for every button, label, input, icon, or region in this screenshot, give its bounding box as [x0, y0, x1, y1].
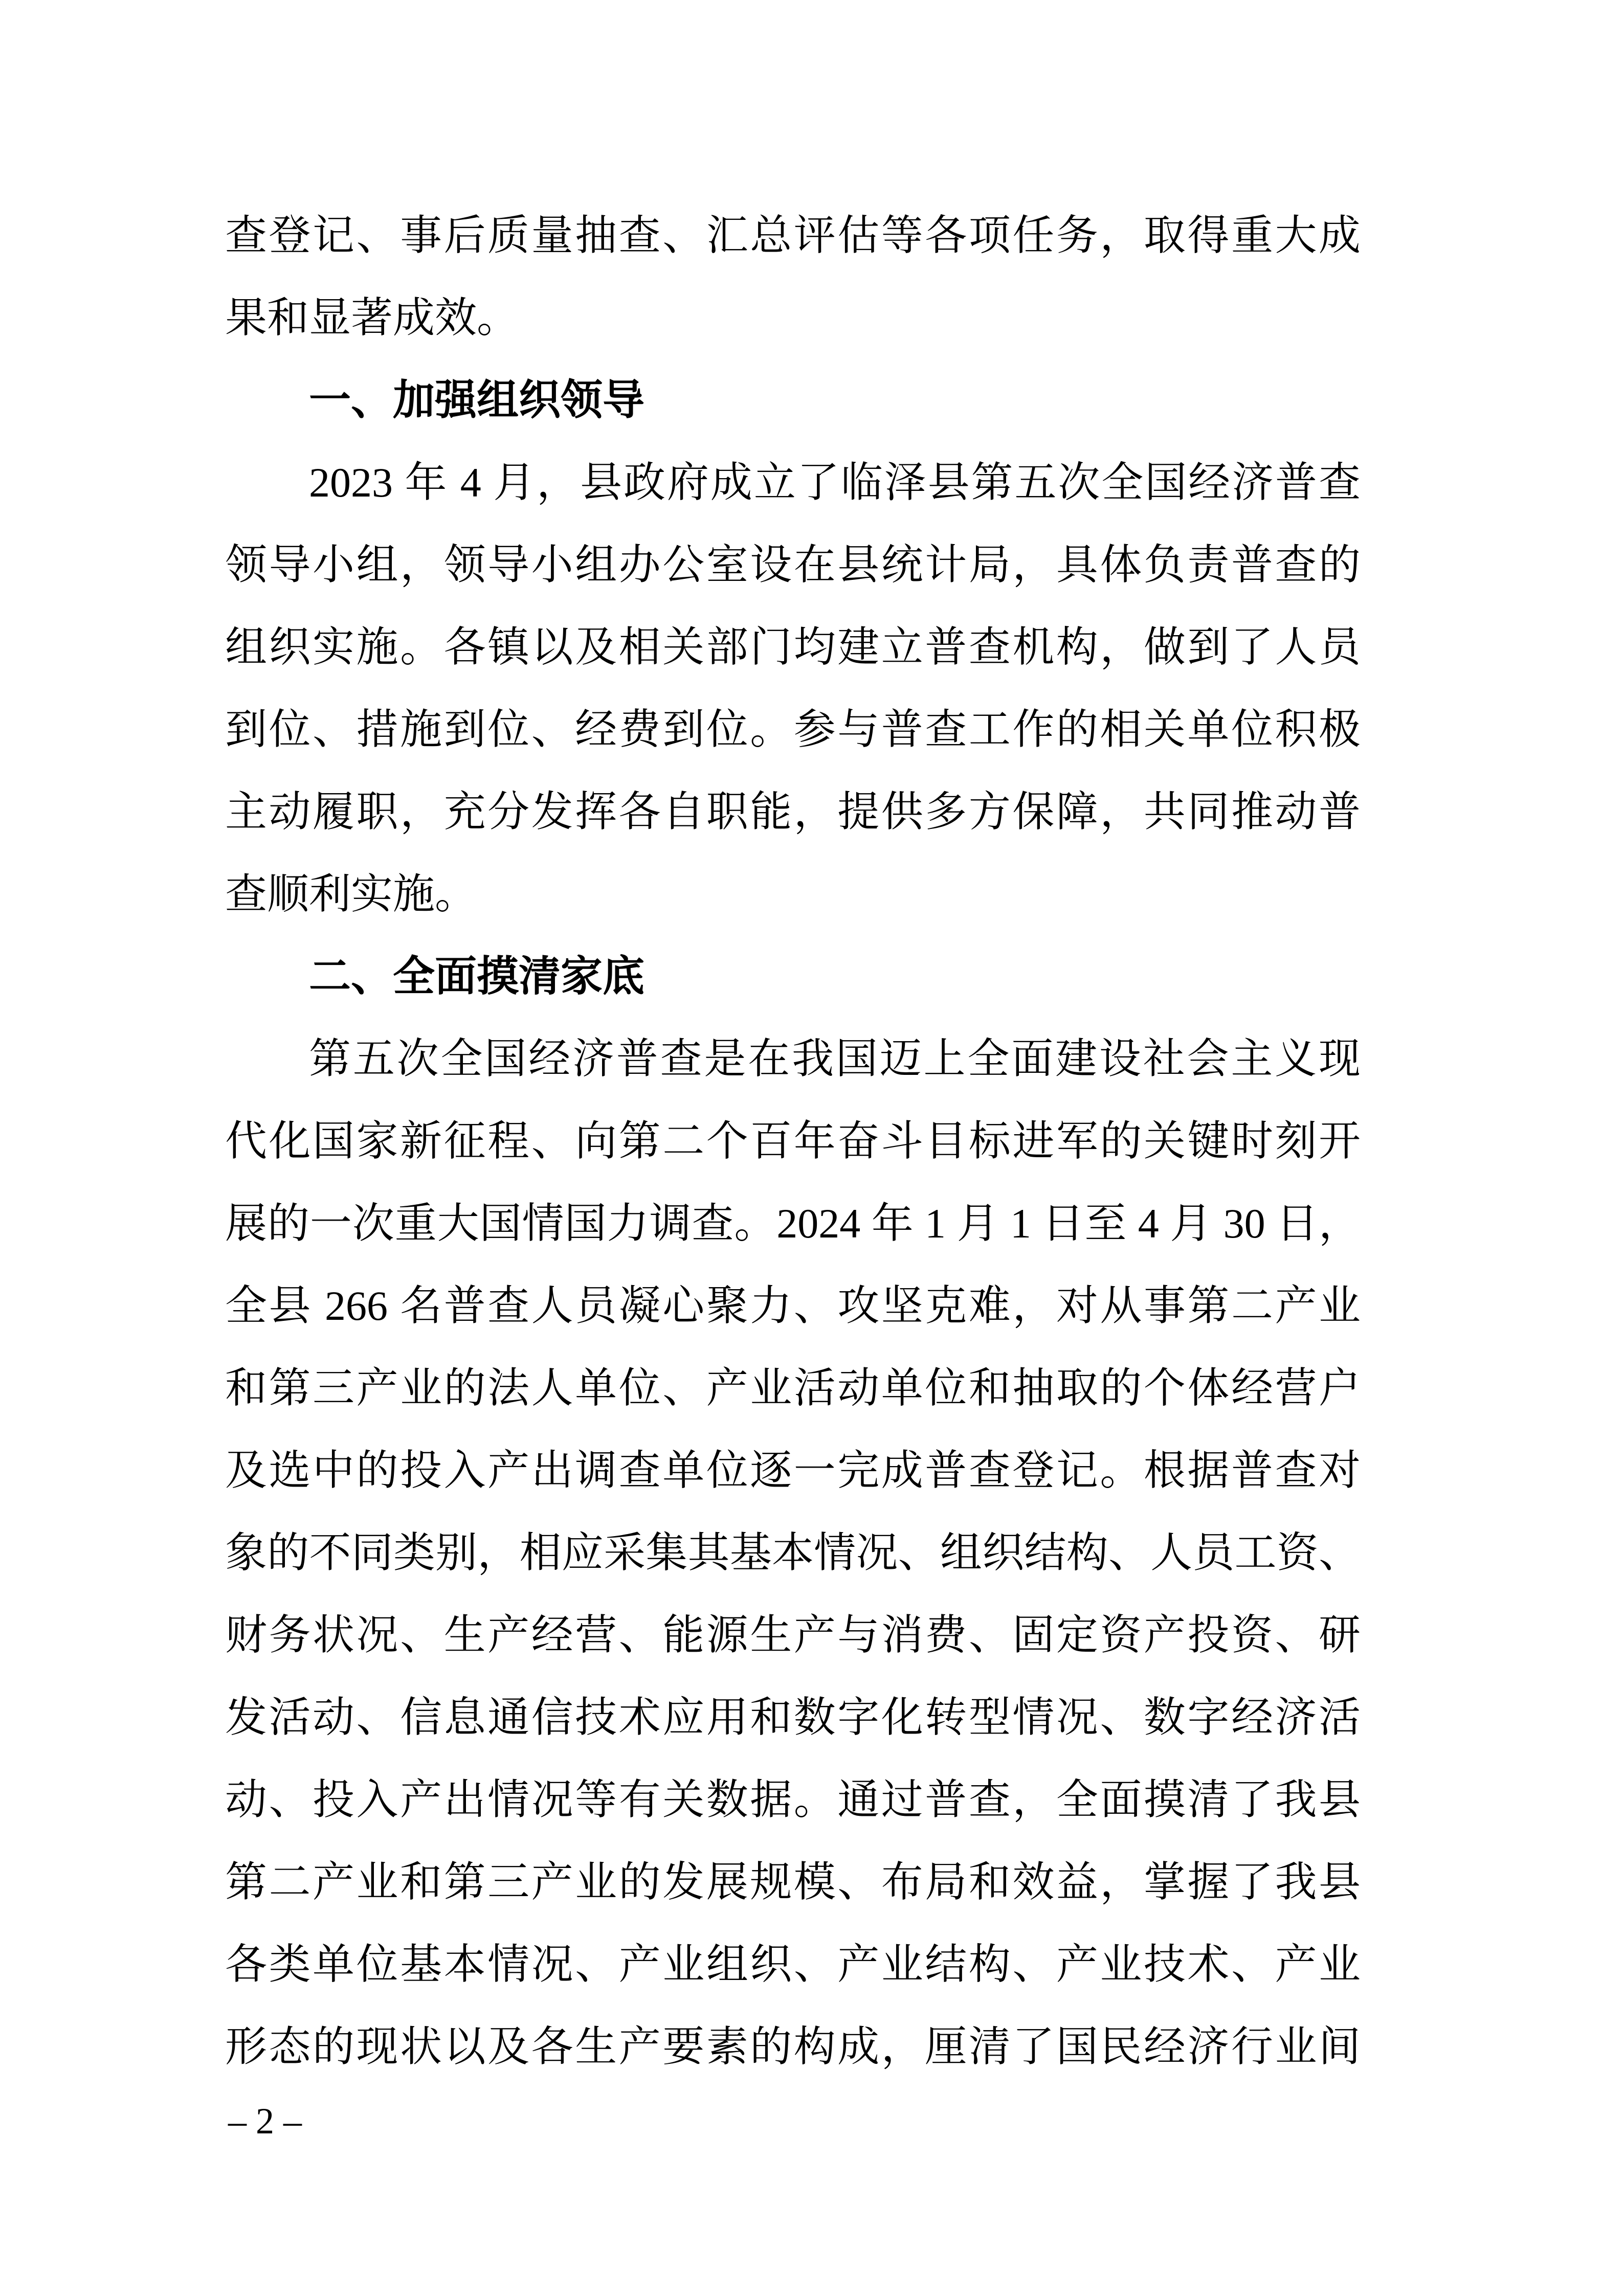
text-line: 象的不同类别，相应采集其基本情况、组织结构、人员工资、: [225, 1529, 1361, 1576]
text-line: 及选中的投入产出调查单位逐一完成普查登记。根据普查对: [225, 1447, 1361, 1494]
section-heading: 一、加强组织领导: [309, 377, 645, 423]
text-line: 查顺利实施。: [225, 871, 477, 917]
text-line: 和第三产业的法人单位、产业活动单位和抽取的个体经营户: [225, 1365, 1361, 1411]
text-line: 形态的现状以及各生产要素的构成，厘清了国民经济行业间: [225, 2023, 1361, 2070]
text-line: 2023 年 4 月，县政府成立了临泽县第五次全国经济普查: [309, 459, 1361, 506]
text-line: 发活动、信息通信技术应用和数字化转型情况、数字经济活: [225, 1694, 1361, 1741]
section-heading: 二、全面摸清家底: [309, 953, 645, 1000]
text-line: 动、投入产出情况等有关数据。通过普查，全面摸清了我县: [225, 1776, 1361, 1823]
text-line: 到位、措施到位、经费到位。参与普查工作的相关单位积极: [225, 706, 1361, 753]
text-line: 主动履职，充分发挥各自职能，提供多方保障，共同推动普: [225, 789, 1361, 835]
document-body: [225, 194, 1361, 2088]
text-line: 组织实施。各镇以及相关部门均建立普查机构，做到了人员: [225, 624, 1361, 670]
text-line: 领导小组，领导小组办公室设在县统计局，具体负责普查的: [225, 542, 1361, 588]
text-line: 第二产业和第三产业的发展规模、布局和效益，掌握了我县: [225, 1859, 1361, 1905]
text-line: 全县 266 名普查人员凝心聚力、攻坚克难，对从事第二产业: [225, 1282, 1361, 1329]
text-line: 查登记、事后质量抽查、汇总评估等各项任务，取得重大成: [225, 212, 1361, 259]
text-line: 第五次全国经济普查是在我国迈上全面建设社会主义现: [309, 1036, 1361, 1082]
text-line: 各类单位基本情况、产业组织、产业结构、产业技术、产业: [225, 1941, 1361, 1988]
text-line: 果和显著成效。: [225, 295, 519, 341]
text-line: 展的一次重大国情国力调查。2024 年 1 月 1 日至 4 月 30 日，: [225, 1200, 1361, 1247]
page-number: – 2 –: [228, 2101, 302, 2142]
text-line: 代化国家新征程、向第二个百年奋斗目标进军的关键时刻开: [225, 1118, 1361, 1164]
text-line: 财务状况、生产经营、能源生产与消费、固定资产投资、研: [225, 1612, 1361, 1658]
